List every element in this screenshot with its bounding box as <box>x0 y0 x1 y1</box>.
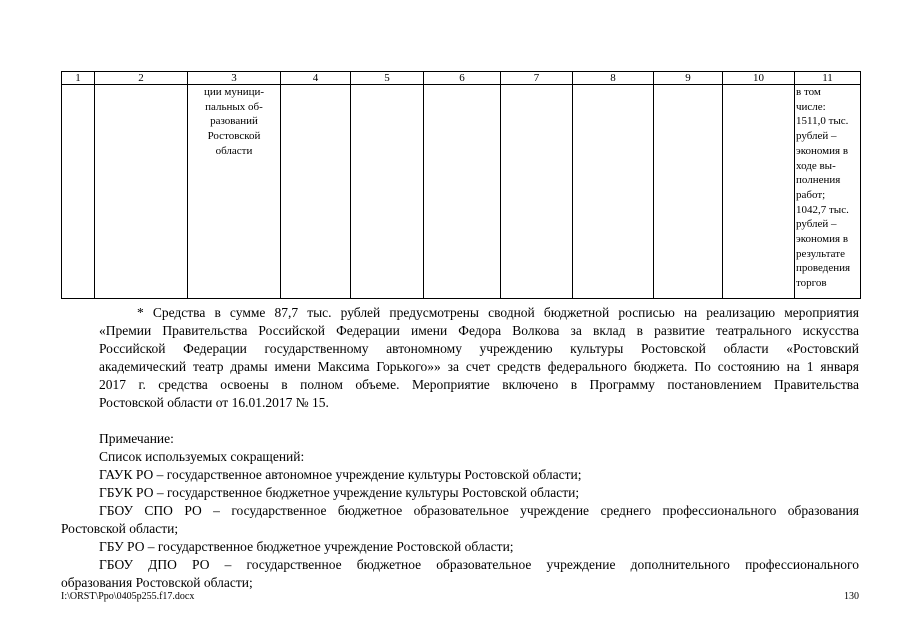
cell-text: рублей – <box>796 218 837 231</box>
footnote-line: Российской Федерации государственному автономному учреждению культуры Ростовской области «Ростовский <box>99 341 859 356</box>
footnote-line: академический театр драмы имени Максима Горького»» за счет средств федерального бюджета. По состоянию на 1 января <box>99 359 859 374</box>
cell-text: Ростовской <box>207 130 261 143</box>
cell-text: разований <box>210 115 258 128</box>
table-cell <box>654 85 723 299</box>
table-cell <box>573 85 654 299</box>
cell-text: экономия в <box>796 233 849 246</box>
header-cell: 2 <box>95 72 188 85</box>
notes-section <box>61 430 859 592</box>
cell-text: работ; <box>796 188 826 201</box>
table-row <box>62 85 861 299</box>
header-cell: 10 <box>723 72 795 85</box>
table-header-row <box>62 72 861 85</box>
cell-text: ции муници- <box>203 86 265 98</box>
table-cell <box>281 85 351 299</box>
table-cell-col11 <box>795 85 861 299</box>
abbreviations-title: Список используемых сокращений: <box>99 449 305 464</box>
cell-text: экономия в <box>796 144 849 157</box>
table-cell <box>723 85 795 299</box>
cell-text: проведения <box>796 262 851 275</box>
header-cell: 7 <box>501 72 573 85</box>
header-cell: 5 <box>351 72 424 85</box>
abbreviation-item: ГБУ РО – государственное бюджетное учреждение Ростовской области; <box>99 539 514 554</box>
footnote-line: «Премии Правительства Российской Федерации имени Федора Волкова за вклад в развитие театрального искусства <box>99 323 859 338</box>
budget-table <box>61 71 861 299</box>
abbreviation-item: ГБУК РО – государственное бюджетное учреждение культуры Ростовской области; <box>99 485 580 500</box>
abbreviation-item: ГАУК РО – государственное автономное учреждение культуры Ростовской области; <box>99 467 582 482</box>
notes-title: Примечание: <box>99 431 174 446</box>
cell-text: результате <box>796 247 845 260</box>
footnote-line: Ростовской области от 16.01.2017 № 15. <box>99 395 329 410</box>
header-cell: 4 <box>281 72 351 85</box>
table-cell <box>501 85 573 299</box>
header-cell: 11 <box>795 72 861 85</box>
cell-text: числе: <box>796 100 826 113</box>
cell-text: полнения <box>796 174 841 187</box>
header-cell: 6 <box>424 72 501 85</box>
page-number: 130 <box>844 591 859 602</box>
cell-text: ходе вы- <box>796 159 836 172</box>
table-cell <box>62 85 95 299</box>
footnote-paragraph <box>61 304 859 412</box>
cell-text: рублей – <box>796 130 837 143</box>
footer-filepath: I:\ORST\Ppo\0405p255.f17.docx <box>61 591 195 602</box>
cell-text: 1511,0 тыс. <box>796 115 849 128</box>
header-cell: 8 <box>573 72 654 85</box>
header-cell: 9 <box>654 72 723 85</box>
cell-text: области <box>215 144 253 157</box>
header-cell: 3 <box>188 72 281 85</box>
abbreviation-item-cont: Ростовской области; <box>61 521 179 536</box>
table-cell <box>95 85 188 299</box>
cell-text: торгов <box>796 277 827 290</box>
table-cell <box>424 85 501 299</box>
footnote-line: 2017 г. средства освоены в полном объеме. Мероприятие включено в Программу постановлением Правительства <box>99 377 859 392</box>
cell-text: в том <box>796 86 821 98</box>
abbreviation-item-cont: образования Ростовской области; <box>61 575 253 590</box>
cell-text: 1042,7 тыс. <box>796 203 849 216</box>
table-cell-col3 <box>188 85 281 299</box>
header-cell: 1 <box>62 72 95 85</box>
abbreviation-item: ГБОУ СПО РО – государственное бюджетное образовательное учреждение среднего профессионального образования <box>99 503 859 518</box>
footnote-line: * Средства в сумме 87,7 тыс. рублей предусмотрены сводной бюджетной росписью на реализацию мероприятия <box>137 305 859 320</box>
table-cell <box>351 85 424 299</box>
cell-text: пальных об- <box>205 100 263 113</box>
abbreviation-item: ГБОУ ДПО РО – государственное бюджетное образовательное учреждение дополнительного профессионального <box>99 557 859 572</box>
